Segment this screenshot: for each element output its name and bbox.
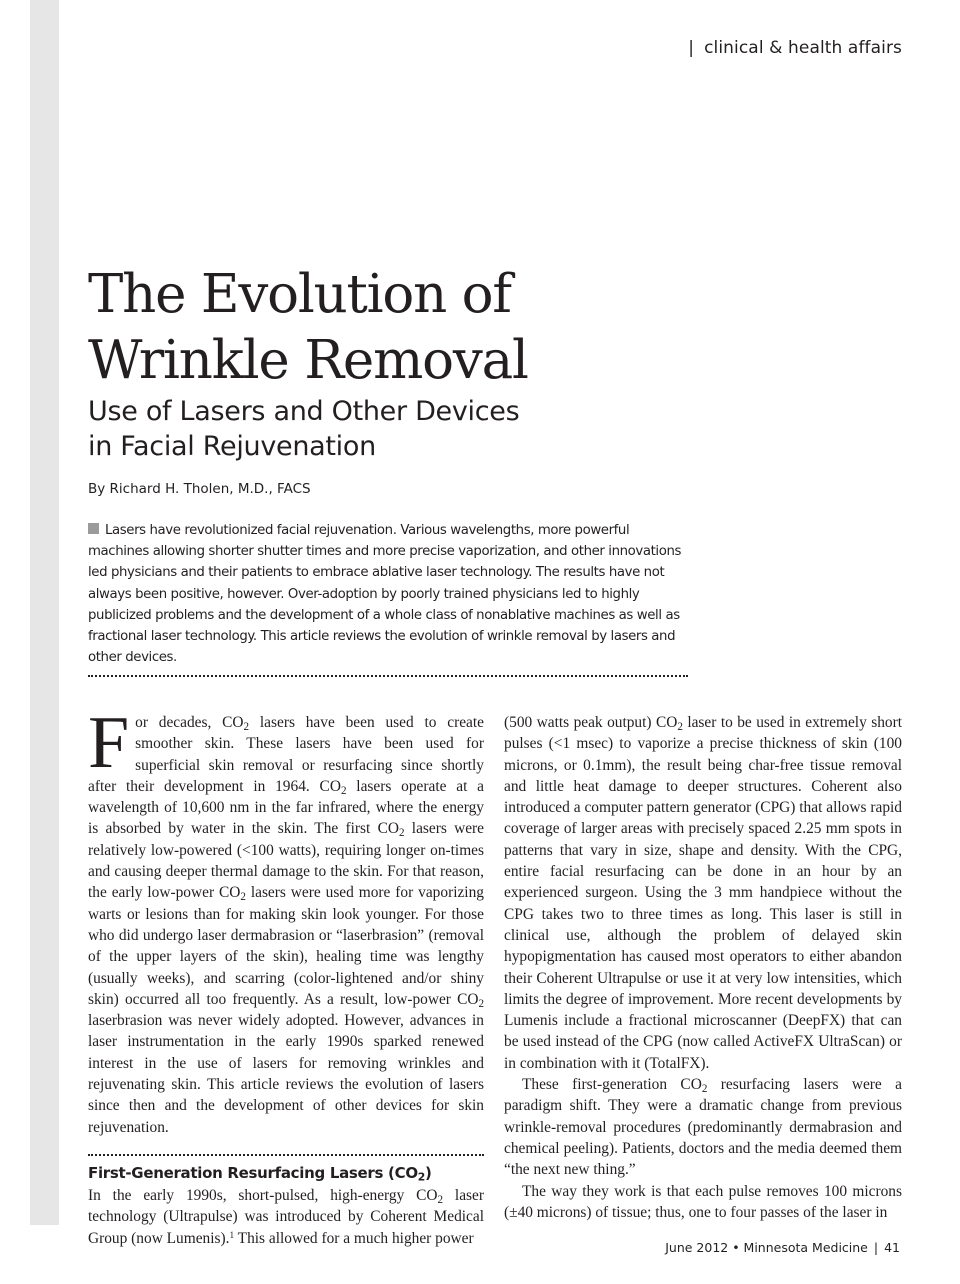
abstract xyxy=(88,520,688,668)
article-subtitle: Use of Lasers and Other Devices in Facial Rejuvenation xyxy=(88,396,520,462)
body-paragraph: The way they work is that each pulse removes 100 microns (±40 microns) of tissue; thus, one to four passes of the laser in xyxy=(504,1182,902,1221)
section-label: clinical & health affairs xyxy=(704,38,902,58)
reference-marker: 1 xyxy=(229,1229,235,1240)
footer-divider: | xyxy=(873,1240,879,1255)
body-paragraph: (500 watts peak output) $CO_2$ laser to be used in extremely short pulses (<1 msec) to vaporize a precise thickness of skin (100 microns, or 0.1mm), the result being char-free tissue removal and little heat damage to deeper structures. Coherent also introduced a computer pattern generator (CPG) that allows rapid coverage of larger areas with precisely spaced 2.25 mm spots in patterns that vary in size, shape and density. With the CPG, entire facial resurfacing can be done in an hour by an experienced surgeon. Using the 3 mm handpiece without the CPG takes two to three times as long. This laser is still in clinical use, although the problem of delayed skin hypopigmentation has caused most operators to either abandon their Coherent Ultrapulse or use it at very low intensities, which limits the degree of improvement. More recent developments by Lumenis include a fractional microscanner (DeepFX) that can be used instead of the CPG (now called ActiveFX UltraScan) or in combination with it (TotalFX). xyxy=(504,714,902,1072)
body-paragraph: In the early 1990s, short-pulsed, high-energy $CO_2$ laser technology (Ultrapulse) was introduced by Coherent Medical Group (now Lumenis).$^1$ This allowed for a much higher power xyxy=(88,1186,484,1247)
article-title: The Evolution of Wrinkle Removal xyxy=(88,264,528,391)
drop-cap: F xyxy=(88,702,130,784)
section-heading: First-Generation Resurfacing Lasers $(CO_2)$ xyxy=(88,1163,432,1184)
byline: By Richard H. Tholen, M.D., FACS xyxy=(88,481,311,497)
header-divider: | xyxy=(688,38,695,58)
column-left xyxy=(88,702,485,1249)
square-bullet-icon xyxy=(88,523,99,534)
page-number: 41 xyxy=(884,1240,900,1255)
column-right xyxy=(504,712,902,1223)
page-footer xyxy=(665,1240,900,1255)
body-paragraph: These first-generation $CO_2$ resurfacing lasers were a paradigm shift. They were a dramatic change from previous wrinkle-removal procedures (predominantly dermabrasion and chemical peeling). Patients, doctors and the media deemed them “the next new thing.” xyxy=(504,1076,902,1179)
body-paragraph: For decades, $CO_2$ lasers have been used to create smoother skin. These lasers have been used for superficial skin removal or resurfacing since shortly after their development in 1964. $CO_2$ lasers operate at a wavelength of 10,600 nm in the far infrared, where the energy is absorbed by water in the skin. The first $CO_2$ lasers were relatively low-powered (<100 watts), requiring longer on-times and causing deeper thermal damage to the skin. For that reason, the early low-power $CO_2$ lasers were used more for vaporizing warts or lesions than for making skin look younger. For those who did undergo laser dermabrasion or “laserbrasion” (removal of the upper layers of the skin), healing time was lengthy (usually weeks), and scarring (color-lightened and/or shiny skin) occurred all too frequently. As a result, low-power $CO_2$ laserbrasion was never widely adopted. However, advances in laser instrumentation in the early 1990s sparked renewed interest in the use of lasers for removing wrinkles and rejuvenating skin. This article reviews the evolution of lasers since then and the development of other devices for skin rejuvenation. xyxy=(88,702,485,1136)
abstract-text: Lasers have revolutionized facial rejuvenation. Various wavelengths, more powerful machines allowing shorter shutter times and more precise vaporization, and other innovations led physicians and their patients to embrace ablative laser technology. The results have not always been positive, however. Over-adoption by poorly trained physicians led to highly publicized problems and the development of a whole class of nonablative machines as well as fractional laser technology. This article reviews the evolution of wrinkle removal by lasers and other devices. xyxy=(88,523,682,666)
section-header xyxy=(688,38,902,58)
section-divider xyxy=(88,1154,484,1156)
side-strip xyxy=(30,0,59,1225)
abstract-divider xyxy=(88,675,688,677)
issue-label: June 2012 • Minnesota Medicine xyxy=(665,1240,868,1255)
